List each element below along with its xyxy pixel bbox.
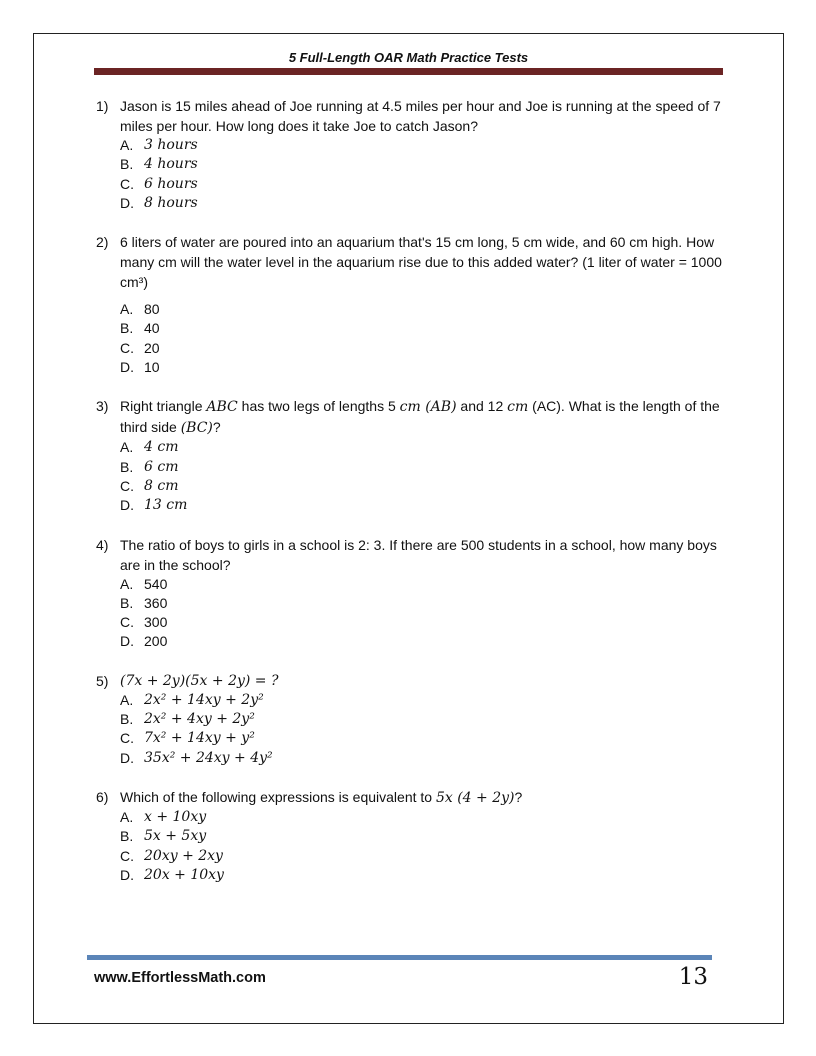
option-letter: C. [120, 477, 134, 494]
option-letter: B. [120, 458, 134, 475]
question-stem: 6 liters of water are poured into an aquarium that's 15 cm long, 5 cm wide, and 60 cm high. How many cm will the water level in the aquarium rise due to this added water? (1 liter of water = 1000 cm³) [120, 234, 722, 291]
question-number: 4) [96, 536, 109, 553]
question-stem: Right triangle ABC has two legs of lengths 5 cm (AB) and 12 cm (AC). What is the length of the third side (BC)? [120, 398, 720, 437]
answer-option [120, 496, 726, 515]
page-header-title: 5 Full-Length OAR Math Practice Tests [288, 50, 529, 65]
answer-option [120, 194, 726, 213]
option-text: 2x² + 14xy + 2y² [144, 691, 264, 708]
option-text: 35x² + 24xy + 4y² [144, 749, 273, 766]
option-letter: A. [120, 575, 134, 592]
answer-option [120, 594, 726, 613]
answer-option [120, 155, 726, 174]
option-letter: D. [120, 633, 134, 650]
question-list [96, 96, 726, 885]
answer-option [120, 300, 726, 319]
option-text: 2x² + 4xy + 2y² [144, 711, 255, 728]
option-text: 6 hours [144, 175, 198, 192]
option-letter: A. [120, 301, 134, 318]
question-number: 6) [96, 788, 109, 805]
answer-option [120, 729, 726, 748]
option-text: 200 [144, 633, 168, 650]
answer-option [120, 438, 726, 457]
question-5 [96, 671, 726, 768]
option-letter: A. [120, 137, 134, 153]
question-3 [96, 396, 726, 515]
question-6 [96, 787, 726, 885]
footer-divider [87, 955, 712, 960]
option-letter: D. [120, 866, 134, 883]
option-text: 20 [144, 339, 160, 356]
option-text: 300 [144, 614, 168, 631]
answer-option [120, 319, 726, 338]
header-divider [94, 68, 723, 75]
answer-options [96, 691, 726, 768]
answer-options [96, 438, 726, 515]
option-text: 540 [144, 575, 168, 592]
question-number: 1) [96, 98, 109, 114]
option-text: 7x² + 14xy + y² [144, 730, 255, 747]
answer-option [120, 847, 726, 866]
answer-option [120, 691, 726, 710]
answer-option [120, 710, 726, 729]
option-text: 8 cm [144, 477, 179, 494]
option-text: 20x + 10xy [144, 866, 224, 883]
answer-option [120, 866, 726, 885]
question-number: 2) [96, 234, 109, 251]
question-4 [96, 535, 726, 652]
footer-website-link[interactable]: www.EffortlessMath.com [94, 970, 266, 986]
option-letter: B. [120, 594, 134, 611]
option-text: 360 [144, 594, 168, 611]
option-text: 6 cm [144, 458, 179, 475]
option-letter: C. [120, 175, 134, 192]
answer-option [120, 458, 726, 477]
answer-option [120, 808, 726, 827]
answer-option [120, 749, 726, 768]
question-1 [96, 96, 726, 213]
option-letter: B. [120, 320, 134, 337]
answer-option [120, 358, 726, 377]
option-text: 8 hours [144, 194, 198, 211]
question-stem: Jason is 15 miles ahead of Joe running at 4.5 miles per hour and Joe is running at the speed of 7 miles per hour. How long does it take Joe to catch Jason? [120, 98, 721, 134]
question-number: 5) [96, 672, 109, 689]
option-text: 40 [144, 320, 160, 337]
option-text: x + 10xy [144, 808, 207, 825]
option-letter: D. [120, 749, 134, 766]
option-letter: D. [120, 497, 134, 514]
answer-options [96, 300, 726, 377]
question-number: 3) [96, 398, 109, 415]
option-text: 13 cm [144, 497, 188, 514]
option-letter: D. [120, 194, 134, 211]
option-letter: C. [120, 847, 134, 864]
answer-option [120, 613, 726, 632]
page-number: 13 [678, 964, 708, 990]
option-letter: C. [120, 339, 134, 356]
option-letter: A. [120, 691, 134, 708]
option-text: 5x + 5xy [144, 828, 207, 845]
option-letter: D. [120, 359, 134, 376]
answer-options [96, 808, 726, 885]
option-text: 10 [144, 359, 160, 376]
answer-option [120, 136, 726, 155]
option-text: 3 hours [144, 137, 198, 153]
option-letter: B. [120, 156, 134, 173]
question-stem: The ratio of boys to girls in a school is 2: 3. If there are 500 students in a school, how many boys are in the school? [120, 536, 717, 573]
question-stem: (7x + 2y)(5x + 2y) = ? [120, 672, 279, 689]
option-letter: C. [120, 730, 134, 747]
question-stem: Which of the following expressions is equivalent to 5x (4 + 2y)? [120, 788, 523, 806]
answer-options [96, 575, 726, 652]
option-text: 80 [144, 301, 160, 318]
answer-option [120, 477, 726, 496]
option-letter: A. [120, 808, 134, 825]
option-text: 4 hours [144, 156, 198, 173]
option-text: 4 cm [144, 439, 179, 456]
answer-option [120, 575, 726, 594]
option-text: 20xy + 2xy [144, 847, 223, 864]
option-letter: B. [120, 711, 134, 728]
option-letter: C. [120, 614, 134, 631]
answer-option [120, 827, 726, 846]
answer-option [120, 175, 726, 194]
answer-options [96, 136, 726, 213]
option-letter: B. [120, 828, 134, 845]
answer-option [120, 339, 726, 358]
option-letter: A. [120, 439, 134, 456]
question-2 [96, 232, 726, 377]
answer-option [120, 632, 726, 651]
